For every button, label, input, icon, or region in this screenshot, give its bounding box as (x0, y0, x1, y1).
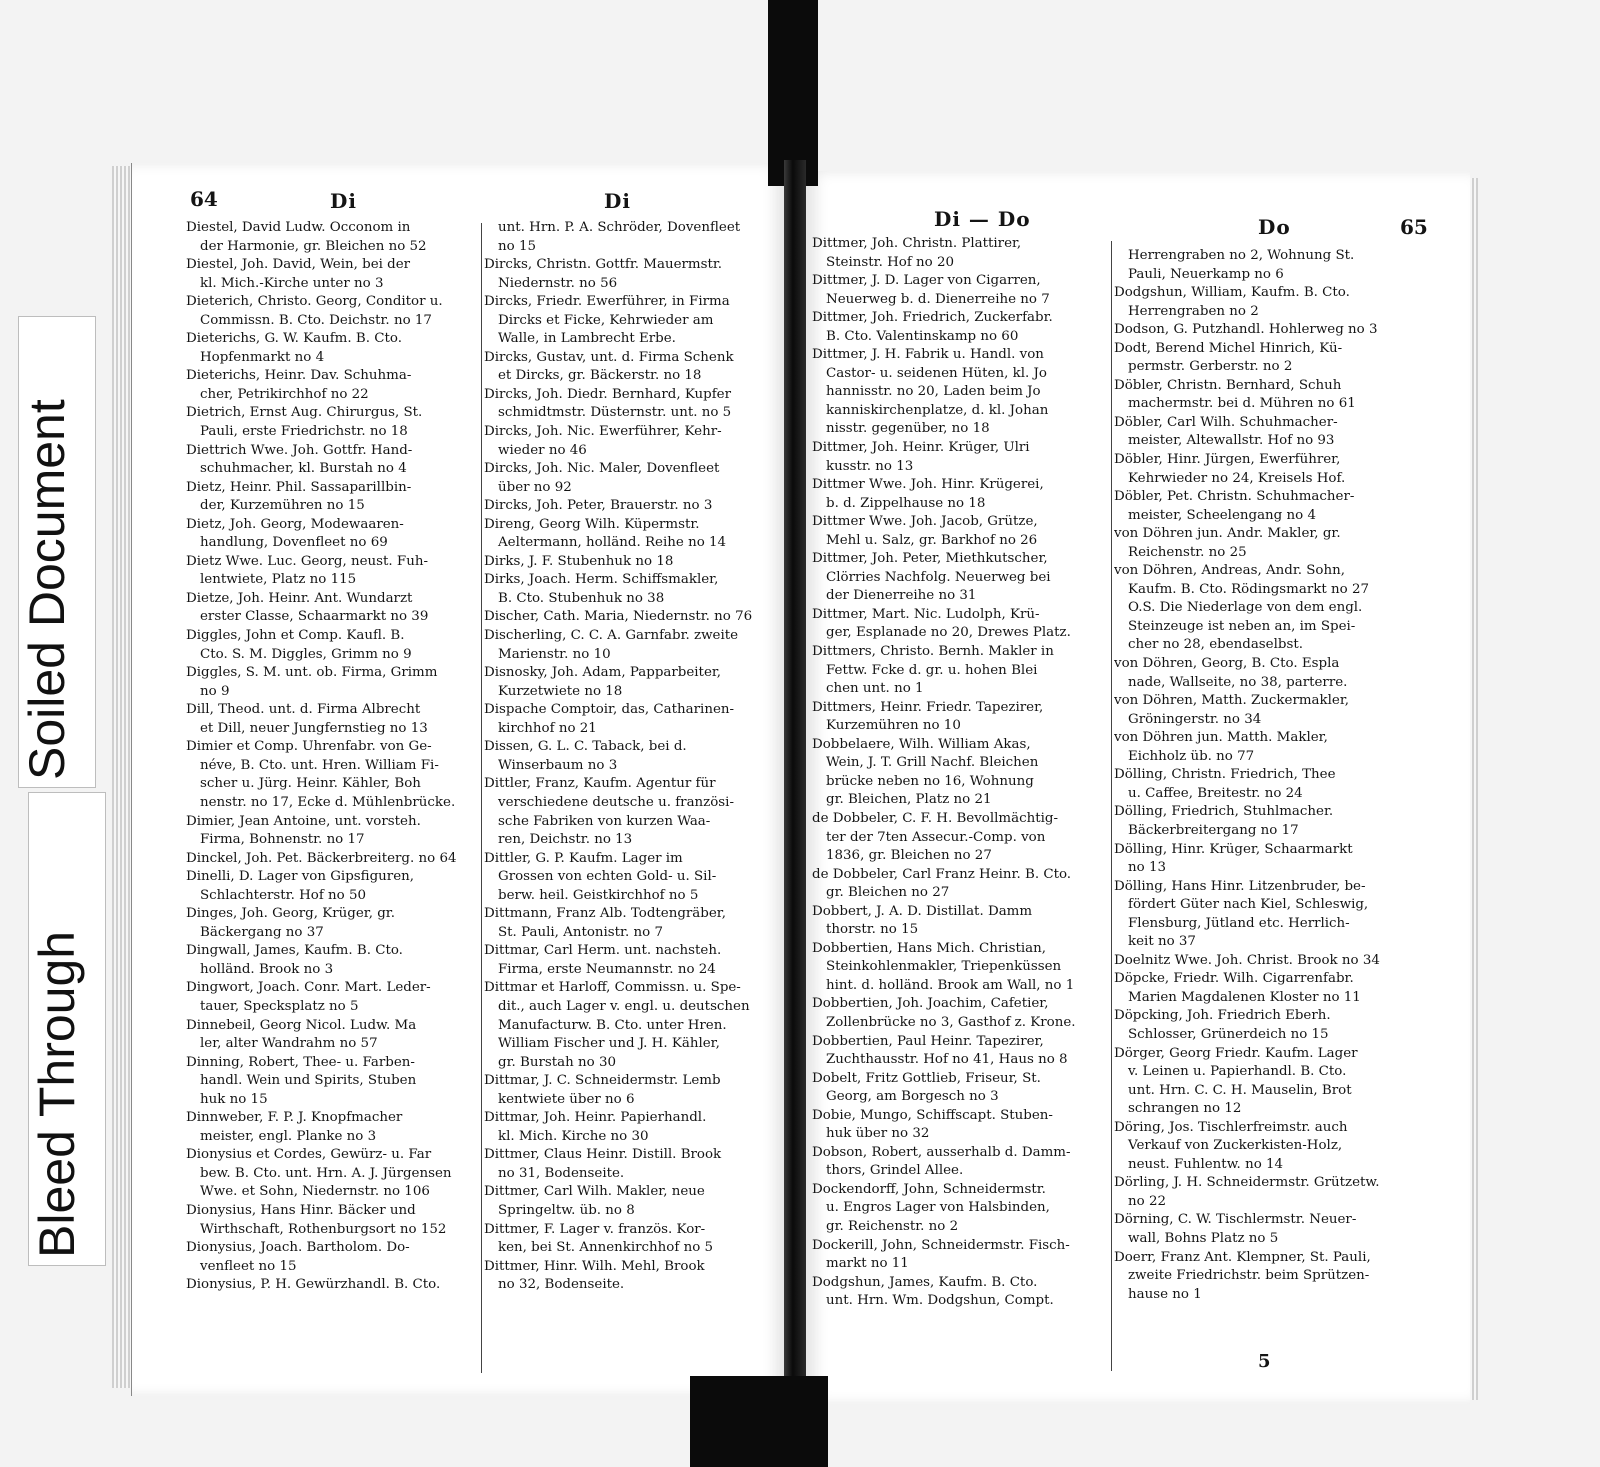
entry-line: Dittmer, Carl Wilh. Makler, neue (484, 1184, 705, 1200)
entry-line: Dobson, Robert, ausserhalb d. Damm- (812, 1144, 1071, 1160)
entry-line: tauer, Specksplatz no 5 (200, 998, 359, 1014)
entry-line: Dittmer Wwe. Joh. Hinr. Krügerei, (812, 477, 1044, 493)
entry-line: Walle, in Lambrecht Erbe. (498, 331, 676, 347)
entry-line: von Döhren, Georg, B. Cto. Espla (1114, 656, 1340, 672)
entry-line: gr. Reichenstr. no 2 (826, 1218, 959, 1234)
entry-line: Steinzeuge ist neben an, im Spei- (1128, 618, 1356, 634)
entry-line: O.S. Die Niederlage von dem engl. (1128, 600, 1363, 616)
right-page-header-right: Do (1258, 215, 1291, 239)
entry-line: Dölling, Hinr. Krüger, Schaarmarkt (1114, 841, 1353, 857)
entry-line: St. Pauli, Antonistr. no 7 (498, 924, 663, 940)
bleed-through-label: Bleed Through (29, 930, 85, 1258)
entry-line: nisstr. gegenüber, no 18 (826, 421, 990, 437)
right-page-column-2 (1114, 247, 1418, 1304)
entry-line: Diestel, Joh. David, Wein, bei der (186, 257, 411, 273)
entry-line: Discherling, C. C. A. Garnfabr. zweite (484, 628, 739, 644)
entry-line: der, Kurzemühren no 15 (200, 498, 365, 514)
right-page-column-1 (812, 235, 1108, 1311)
top-black-strap (768, 0, 818, 186)
entry-line: Dirks, J. F. Stubenhuk no 18 (484, 553, 674, 569)
entry-line: Dietz Wwe. Luc. Georg, neust. Fuh- (186, 553, 428, 569)
entry-line: fördert Güter nach Kiel, Schleswig, (1128, 897, 1369, 913)
entry-line: lentwiete, Platz no 115 (200, 572, 357, 588)
entry-line: Dircks et Ficke, Kehrwieder am (498, 312, 714, 328)
entry-line: Dörling, J. H. Schneidermstr. Grützetw. (1114, 1175, 1380, 1191)
entry-line: Eichholz üb. no 77 (1128, 748, 1255, 764)
entry-line: Dittler, Franz, Kaufm. Agentur für (484, 776, 716, 792)
entry-line: Steinstr. Hof no 20 (826, 254, 955, 270)
entry-line: Georg, am Borgesch no 3 (826, 1089, 999, 1105)
entry-line: Marienstr. no 10 (498, 646, 611, 662)
entry-line: Dittmar, Carl Herm. unt. nachsteh. (484, 943, 722, 959)
entry-line: Kurzemühren no 10 (826, 718, 961, 734)
entry-line: Reichenstr. no 25 (1128, 544, 1247, 560)
entry-line: Dittmer, F. Lager v. französ. Kor- (484, 1221, 706, 1237)
entry-line: Dietrich, Ernst Aug. Chirurgus, St. (186, 405, 423, 421)
entry-line: Niedernstr. no 56 (498, 275, 618, 291)
left-page-column-2 (484, 219, 772, 1295)
right-page-column-rule (1111, 241, 1112, 1371)
entry-line: Dobbelaere, Wilh. William Akas, (812, 736, 1031, 752)
entry-line: Dittmar, Joh. Heinr. Papierhandl. (484, 1110, 707, 1126)
right-page-number: 65 (1400, 215, 1428, 239)
entry-line: Dissen, G. L. C. Taback, bei d. (484, 739, 687, 755)
entry-line: Dobbertien, Hans Mich. Christian, (812, 940, 1046, 956)
entry-line: Dittmar, J. C. Schneidermstr. Lemb (484, 1073, 721, 1089)
entry-line: erster Classe, Schaarmarkt no 39 (200, 609, 429, 625)
entry-line: de Dobbeler, Carl Franz Heinr. B. Cto. (812, 866, 1072, 882)
entry-line: Dimier, Jean Antoine, unt. vorsteh. (186, 813, 421, 829)
entry-line: Wirthschaft, Rothenburgsort no 152 (200, 1221, 447, 1237)
entry-line: Dieterichs, G. W. Kaufm. B. Cto. (186, 331, 402, 347)
entry-line: Dircks, Joh. Nic. Ewerführer, Kehr- (484, 424, 722, 440)
entry-line: ler, alter Wandrahm no 57 (200, 1036, 378, 1052)
entry-line: Marien Magdalenen Kloster no 11 (1128, 989, 1361, 1005)
left-page-column-1 (186, 219, 478, 1295)
entry-line: Döbler, Pet. Christn. Schuhmacher- (1114, 489, 1355, 505)
entry-line: Wein, J. T. Grill Nachf. Bleichen (826, 755, 1039, 771)
entry-line: keit no 37 (1128, 934, 1196, 950)
entry-line: verschiedene deutsche u. französi- (498, 794, 734, 810)
entry-line: Döbler, Carl Wilh. Schuhmacher- (1114, 414, 1338, 430)
entry-line: no 32, Bodenseite. (498, 1277, 625, 1293)
right-page-signature-mark: 5 (1258, 1351, 1271, 1372)
entry-line: sche Fabriken von kurzen Waa- (498, 813, 711, 829)
entry-line: ter der 7ten Assecur.-Comp. von (826, 829, 1046, 845)
entry-line: Pauli, erste Friedrichstr. no 18 (200, 424, 408, 440)
entry-line: kirchhof no 21 (498, 720, 597, 736)
entry-line: Gröningerstr. no 34 (1128, 711, 1262, 727)
entry-line: meister, Altewallstr. Hof no 93 (1128, 433, 1335, 449)
entry-line: Dölling, Christn. Friedrich, Thee (1114, 767, 1336, 783)
entry-line: Dobbertien, Paul Heinr. Tapezirer, (812, 1033, 1044, 1049)
entry-line: Zuchthausstr. Hof no 41, Haus no 8 (826, 1052, 1068, 1068)
entry-line: chen unt. no 1 (826, 681, 924, 697)
entry-line: Bäckerbreitergang no 17 (1128, 822, 1299, 838)
entry-line: Dittmar et Harloff, Commissn. u. Spe- (484, 980, 741, 996)
entry-line: Döbler, Hinr. Jürgen, Ewerführer, (1114, 452, 1341, 468)
entry-line: meister, Scheelengang no 4 (1128, 507, 1316, 523)
entry-line: thorstr. no 15 (826, 922, 919, 938)
left-page-number: 64 (190, 187, 218, 211)
entry-line: Döpcke, Friedr. Wilh. Cigarrenfabr. (1114, 971, 1354, 987)
entry-line: Dölling, Hans Hinr. Litzenbruder, be- (1114, 878, 1366, 894)
entry-line: Dittmer, Joh. Heinr. Krüger, Ulri (812, 440, 1030, 456)
entry-line: Doerr, Franz Ant. Klempner, St. Pauli, (1114, 1249, 1371, 1265)
entry-line: handlung, Dovenfleet no 69 (200, 535, 388, 551)
entry-line: brücke neben no 16, Wohnung (826, 773, 1034, 789)
entry-line: von Döhren, Matth. Zuckermakler, (1114, 693, 1350, 709)
entry-line: Schlosser, Grünerdeich no 15 (1128, 1026, 1329, 1042)
entry-line: Doelnitz Wwe. Joh. Christ. Brook no 34 (1114, 952, 1380, 968)
entry-line: von Döhren, Andreas, Andr. Sohn, (1114, 563, 1346, 579)
entry-line: Herrengraben no 2 (1128, 303, 1259, 319)
entry-line: de Dobbeler, C. F. H. Bevollmächtig- (812, 810, 1058, 826)
soiled-document-label: Soiled Document (19, 399, 75, 780)
entry-line: kanniskirchenplatze, d. kl. Johan (826, 402, 1049, 418)
entry-line: der Dienerreihe no 31 (826, 588, 977, 604)
entry-line: Dobbertien, Joh. Joachim, Cafetier, (812, 996, 1049, 1012)
entry-line: Bäckergang no 37 (200, 924, 324, 940)
entry-line: Dinges, Joh. Georg, Krüger, gr. (186, 906, 395, 922)
entry-line: néve, B. Cto. unt. Hren. William Fi- (200, 757, 439, 773)
entry-line: Dietz, Heinr. Phil. Sassaparillbin- (186, 479, 412, 495)
left-page-header-right: Di (604, 189, 631, 213)
entry-line: Grossen von echten Gold- u. Sil- (498, 869, 717, 885)
entry-line: meister, engl. Planke no 3 (200, 1128, 377, 1144)
entry-line: nenstr. no 17, Ecke d. Mühlenbrücke. (200, 794, 456, 810)
entry-line: machermstr. bei d. Mühren no 61 (1128, 396, 1356, 412)
entry-line: zweite Friedrichstr. beim Sprützen- (1128, 1268, 1370, 1284)
entry-line: no 31, Bodenseite. (498, 1165, 625, 1181)
entry-line: Dittmer, J. D. Lager von Cigarren, (812, 273, 1041, 289)
entry-line: Döpcking, Joh. Friedrich Eberh. (1114, 1008, 1331, 1024)
entry-line: no 22 (1128, 1193, 1166, 1209)
entry-line: Diestel, David Ludw. Occonom in (186, 220, 411, 235)
entry-line: Dittmer, Joh. Friedrich, Zuckerfabr. (812, 310, 1053, 326)
entry-line: Kaufm. B. Cto. Rödingsmarkt no 27 (1128, 581, 1369, 597)
left-page (131, 163, 785, 1396)
entry-line: schmidtmstr. Düsternstr. unt. no 5 (498, 405, 732, 421)
entry-line: Dinnebeil, Georg Nicol. Ludw. Ma (186, 1017, 417, 1033)
entry-line: kentwiete über no 6 (498, 1091, 635, 1107)
entry-line: Dircks, Joh. Nic. Maler, Dovenfleet (484, 461, 720, 477)
entry-line: kl. Mich.-Kirche unter no 3 (200, 275, 384, 291)
entry-line: wall, Bohns Platz no 5 (1128, 1230, 1279, 1246)
entry-line: Dietze, Joh. Heinr. Ant. Wundarzt (186, 590, 413, 606)
entry-line: unt. Hrn. C. C. H. Mauselin, Brot (1128, 1082, 1352, 1098)
entry-line: Dionysius, Joach. Bartholom. Do- (186, 1240, 410, 1256)
entry-line: u. Engros Lager von Halsbinden, (826, 1200, 1050, 1216)
entry-line: Disnosky, Joh. Adam, Papparbeiter, (484, 665, 722, 681)
entry-line: Cto. S. M. Diggles, Grimm no 9 (200, 646, 412, 662)
entry-line: Dinning, Robert, Thee- u. Farben- (186, 1054, 415, 1070)
entry-line: Dircks, Christn. Gottfr. Mauermstr. (484, 257, 723, 273)
entry-line: unt. Hrn. P. A. Schröder, Dovenfleet (498, 220, 741, 235)
entry-line: bew. B. Cto. unt. Hrn. A. J. Jürgensen (200, 1165, 452, 1181)
entry-line: Kehrwieder no 24, Kreisels Hof. (1128, 470, 1346, 486)
entry-line: Discher, Cath. Maria, Niedernstr. no 76 (484, 609, 753, 625)
entry-line: berw. heil. Geistkirchhof no 5 (498, 887, 699, 903)
entry-line: Aeltermann, holländ. Reihe no 14 (498, 535, 727, 551)
entry-line: Dodgshun, William, Kaufm. B. Cto. (1114, 285, 1350, 301)
entry-line: Dispache Comptoir, das, Catharinen- (484, 702, 735, 718)
entry-line: u. Caffee, Breitestr. no 24 (1128, 785, 1303, 801)
entry-line: William Fischer und J. H. Kähler, (498, 1036, 720, 1052)
entry-line: et Dircks, gr. Bäckerstr. no 18 (498, 368, 702, 384)
entry-line: Firma, erste Neumannstr. no 24 (498, 961, 716, 977)
entry-line: hannisstr. no 20, Laden beim Jo (826, 384, 1041, 400)
entry-line: Flensburg, Jütland etc. Herrlich- (1128, 915, 1350, 931)
entry-line: ren, Deichstr. no 13 (498, 832, 633, 848)
entry-line: Dircks, Joh. Diedr. Bernhard, Kupfer (484, 386, 732, 402)
entry-line: hint. d. holländ. Brook am Wall, no 1 (826, 977, 1075, 993)
entry-line: et Dill, neuer Jungfernstieg no 13 (200, 720, 428, 736)
entry-line: Dionysius, P. H. Gewürzhandl. B. Cto. (186, 1277, 441, 1293)
entry-line: Dörger, Georg Friedr. Kaufm. Lager (1114, 1045, 1358, 1061)
entry-line: Dittmer, Claus Heinr. Distill. Brook (484, 1147, 722, 1163)
entry-line: scher u. Jürg. Heinr. Kähler, Boh (200, 776, 421, 792)
entry-line: ger, Esplanade no 20, Drewes Platz. (826, 625, 1071, 641)
entry-line: Firma, Bohnenstr. no 17 (200, 832, 365, 848)
entry-line: no 15 (498, 238, 536, 254)
entry-line: Dittmer, J. H. Fabrik u. Handl. von (812, 347, 1044, 363)
entry-line: Schlachterstr. Hof no 50 (200, 887, 367, 903)
entry-line: Dirks, Joach. Herm. Schiffsmakler, (484, 572, 719, 588)
entry-line: Dionysius, Hans Hinr. Bäcker und (186, 1202, 416, 1218)
entry-line: schuhmacher, kl. Burstah no 4 (200, 461, 407, 477)
entry-line: Dittmer, Hinr. Wilh. Mehl, Brook (484, 1258, 705, 1274)
entry-line: Diggles, John et Comp. Kaufl. B. (186, 628, 405, 644)
bottom-black-strap (690, 1376, 828, 1467)
spine-shadow (784, 160, 806, 1408)
entry-line: no 9 (200, 683, 230, 699)
entry-line: Dodson, G. Putzhandl. Hohlerweg no 3 (1114, 322, 1378, 338)
entry-line: huk no 15 (200, 1091, 268, 1107)
entry-line: Dircks, Gustav, unt. d. Firma Schenk (484, 349, 734, 365)
entry-line: Dittmer, Mart. Nic. Ludolph, Krü- (812, 606, 1040, 622)
entry-line: Dobelt, Fritz Gottlieb, Friseur, St. (812, 1070, 1041, 1086)
entry-line: Direng, Georg Wilh. Küpermstr. (484, 516, 700, 532)
entry-line: Dill, Theod. unt. d. Firma Albrecht (186, 702, 421, 718)
entry-line: kusstr. no 13 (826, 458, 914, 474)
entry-line: Clörries Nachfolg. Neuerweg bei (826, 569, 1051, 585)
entry-line: Hopfenmarkt no 4 (200, 349, 325, 365)
entry-line: cher, Petrikirchhof no 22 (200, 386, 369, 402)
entry-line: Springeltw. üb. no 8 (498, 1202, 635, 1218)
entry-line: nade, Wallseite, no 38, parterre. (1128, 674, 1348, 690)
entry-line: Dodt, Berend Michel Hinrich, Kü- (1114, 340, 1343, 356)
entry-line: handl. Wein und Spirits, Stuben (200, 1073, 417, 1089)
entry-line: Diettrich Wwe. Joh. Gottfr. Hand- (186, 442, 413, 458)
entry-line: b. d. Zippelhause no 18 (826, 495, 986, 511)
entry-line: Dieterich, Christo. Georg, Conditor u. (186, 294, 443, 310)
entry-line: Dircks, Friedr. Ewerführer, in Firma (484, 294, 730, 310)
entry-line: dit., auch Lager v. engl. u. deutschen (498, 998, 750, 1014)
entry-line: Steinkohlenmakler, Triepenküssen (826, 959, 1062, 975)
entry-line: schrangen no 12 (1128, 1101, 1242, 1117)
entry-line: Dimier et Comp. Uhrenfabr. von Ge- (186, 739, 432, 755)
entry-line: Dittmann, Franz Alb. Todtengräber, (484, 906, 726, 922)
entry-line: Dieterichs, Heinr. Dav. Schuhma- (186, 368, 412, 384)
entry-line: Zollenbrücke no 3, Gasthof z. Krone. (826, 1014, 1076, 1030)
entry-line: Dingwort, Joach. Conr. Mart. Leder- (186, 980, 431, 996)
entry-line: Dittmer, Joh. Christn. Plattirer, (812, 236, 1022, 251)
entry-line: über no 92 (498, 479, 572, 495)
entry-line: wieder no 46 (498, 442, 587, 458)
entry-line: no 13 (1128, 860, 1166, 876)
entry-line: Manufacturw. B. Cto. unter Hren. (498, 1017, 727, 1033)
entry-line: Verkauf von Zuckerkisten-Holz, (1128, 1138, 1343, 1154)
entry-line: Dinelli, D. Lager von Gipsfiguren, (186, 869, 414, 885)
entry-line: gr. Burstah no 30 (498, 1054, 616, 1070)
entry-line: Dörning, C. W. Tischlermstr. Neuer- (1114, 1212, 1357, 1228)
entry-line: Dodgshun, James, Kaufm. B. Cto. (812, 1274, 1038, 1290)
entry-line: Kurzetwiete no 18 (498, 683, 623, 699)
entry-line: Dittmers, Heinr. Friedr. Tapezirer, (812, 699, 1044, 715)
right-page (806, 171, 1470, 1404)
entry-line: Neuerweg b. d. Dienerreihe no 7 (826, 291, 1050, 307)
entry-line: holländ. Brook no 3 (200, 961, 334, 977)
entry-line: Dobie, Mungo, Schiffscapt. Stuben- (812, 1107, 1053, 1123)
entry-line: Wwe. et Sohn, Niedernstr. no 106 (200, 1184, 430, 1200)
entry-line: Dietz, Joh. Georg, Modewaaren- (186, 516, 404, 532)
entry-line: permstr. Gerberstr. no 2 (1128, 359, 1293, 375)
entry-line: Dittmers, Christo. Bernh. Makler in (812, 644, 1054, 660)
entry-line: Dockendorff, John, Schneidermstr. (812, 1181, 1046, 1197)
entry-line: markt no 11 (826, 1256, 909, 1272)
entry-line: Döring, Jos. Tischlerfreimstr. auch (1114, 1119, 1348, 1135)
entry-line: Dionysius et Cordes, Gewürz- u. Far (186, 1147, 432, 1163)
entry-line: B. Cto. Valentinskamp no 60 (826, 328, 1019, 344)
entry-line: Dölling, Friedrich, Stuhlmacher. (1114, 804, 1334, 820)
entry-line: der Harmonie, gr. Bleichen no 52 (200, 238, 427, 254)
entry-line: thors, Grindel Allee. (826, 1163, 964, 1179)
entry-line: Dittmer Wwe. Joh. Jacob, Grütze, (812, 514, 1038, 530)
entry-line: Mehl u. Salz, gr. Barkhof no 26 (826, 532, 1038, 548)
entry-line: Dingwall, James, Kaufm. B. Cto. (186, 943, 403, 959)
entry-line: Castor- u. seidenen Hüten, kl. Jo (826, 365, 1047, 381)
entry-line: Winserbaum no 3 (498, 757, 618, 773)
entry-line: gr. Bleichen, Platz no 21 (826, 792, 992, 808)
entry-line: ken, bei St. Annenkirchhof no 5 (498, 1240, 714, 1256)
entry-line: Dockerill, John, Schneidermstr. Fisch- (812, 1237, 1070, 1253)
entry-line: neust. Fuhlentw. no 14 (1128, 1156, 1284, 1172)
entry-line: Dinckel, Joh. Pet. Bäckerbreiterg. no 64 (186, 850, 457, 866)
entry-line: von Döhren jun. Matth. Makler, (1114, 730, 1328, 746)
entry-line: Dobbert, J. A. D. Distillat. Damm (812, 903, 1033, 919)
entry-line: hause no 1 (1128, 1286, 1202, 1302)
entry-line: Dircks, Joh. Peter, Brauerstr. no 3 (484, 498, 713, 514)
entry-line: Dittmer, Joh. Peter, Miethkutscher, (812, 551, 1048, 567)
entry-line: Dinnweber, F. P. J. Knopfmacher (186, 1110, 403, 1126)
entry-line: Commissn. B. Cto. Deichstr. no 17 (200, 312, 432, 328)
right-page-header-left: Di — Do (934, 207, 1031, 231)
entry-line: gr. Bleichen no 27 (826, 885, 950, 901)
entry-line: Herrengraben no 2, Wohnung St. (1128, 248, 1355, 263)
entry-line: Dittler, G. P. Kaufm. Lager im (484, 850, 683, 866)
entry-line: von Döhren jun. Andr. Makler, gr. (1114, 526, 1341, 542)
entry-line: Döbler, Christn. Bernhard, Schuh (1114, 377, 1342, 393)
entry-line: Diggles, S. M. unt. ob. Firma, Grimm (186, 665, 438, 681)
entry-line: kl. Mich. Kirche no 30 (498, 1128, 649, 1144)
entry-line: venfleet no 15 (200, 1258, 297, 1274)
entry-line: cher no 28, ebendaselbst. (1128, 637, 1303, 653)
entry-line: B. Cto. Stubenhuk no 38 (498, 590, 665, 606)
entry-line: Pauli, Neuerkamp no 6 (1128, 266, 1284, 282)
entry-line: v. Leinen u. Papierhandl. B. Cto. (1128, 1064, 1347, 1080)
entry-line: 1836, gr. Bleichen no 27 (826, 848, 992, 864)
entry-line: unt. Hrn. Wm. Dodgshun, Compt. (826, 1293, 1054, 1309)
left-page-column-rule (481, 223, 482, 1373)
entry-line: Fettw. Fcke d. gr. u. hohen Blei (826, 662, 1038, 678)
left-page-header-left: Di (330, 189, 357, 213)
entry-line: huk über no 32 (826, 1126, 930, 1142)
